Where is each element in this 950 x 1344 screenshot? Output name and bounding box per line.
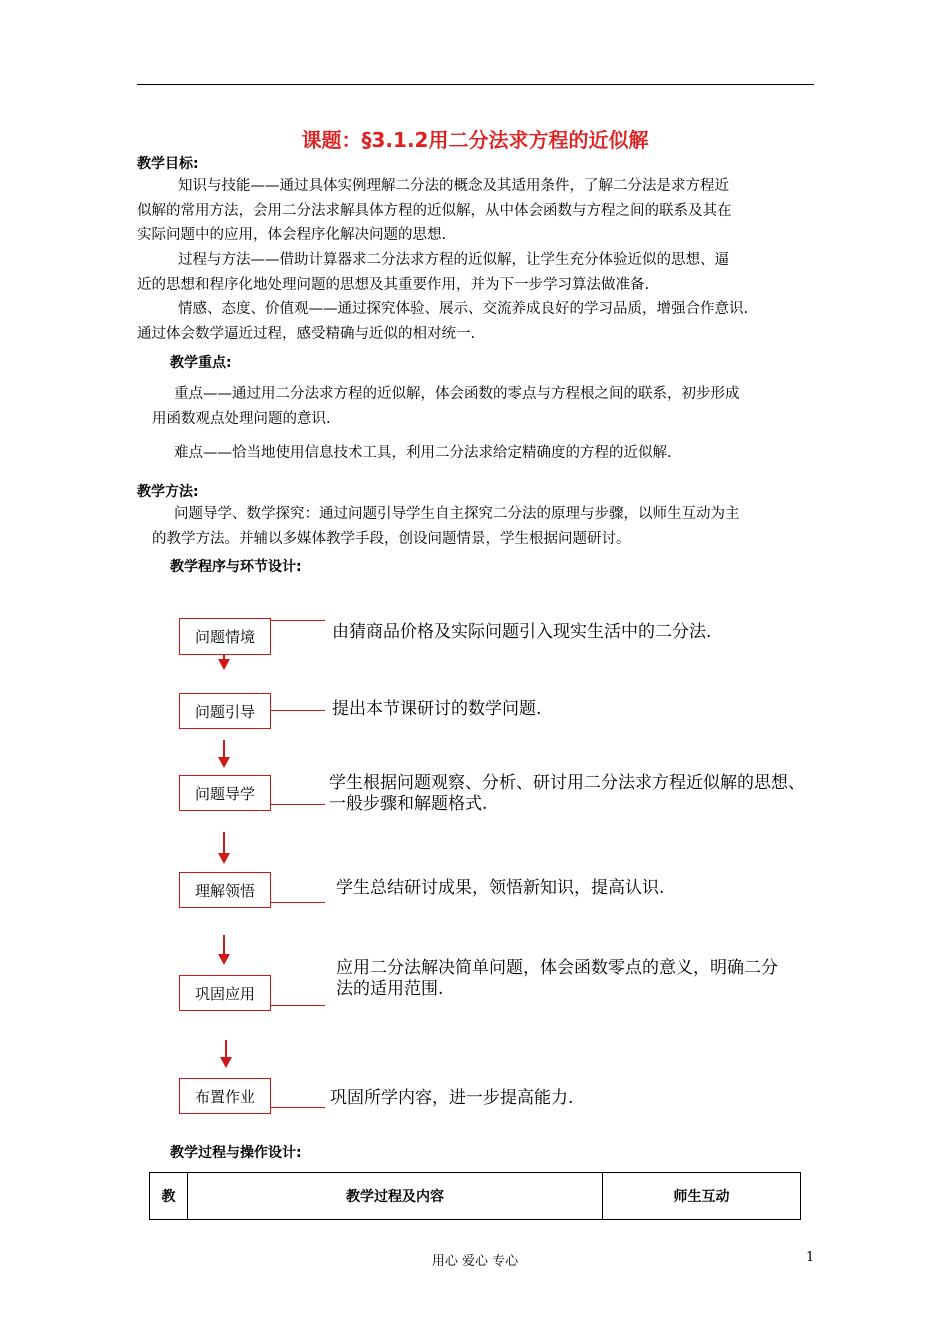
keypoint-main xyxy=(152,382,822,431)
text-line: 提出本节课研讨的数学问题. xyxy=(332,699,542,719)
text-line: 的教学方法。并辅以多媒体教学手段，创设问题情景，学生根据问题研讨。 xyxy=(152,530,631,547)
page-number: 1 xyxy=(806,1250,815,1265)
flow-box-homework: 布置作业 xyxy=(179,1078,271,1114)
text-line: 似解的常用方法，会用二分法求解具体方程的近似解，从中体会函数与方程之间的联系及其在 xyxy=(137,202,732,219)
table-header-cell: 师生互动 xyxy=(603,1173,801,1220)
text-line: 学生总结研讨成果，领悟新知识，提高认识. xyxy=(336,878,665,898)
text-line: 应用二分法解决简单问题，体会函数零点的意义，明确二分 xyxy=(336,958,778,978)
text-line: 重点——通过用二分法求方程的近似解，体会函数的零点与方程根之间的联系，初步形成 xyxy=(174,386,740,402)
flow-connector xyxy=(271,710,325,711)
keypoint-difficult xyxy=(174,441,824,466)
text-line: 一般步骤和解题格式. xyxy=(329,794,488,814)
flow-connector xyxy=(271,1005,325,1006)
flow-desc-homework xyxy=(330,1088,573,1109)
procedure-heading: 教学程序与环节设计: xyxy=(170,559,302,575)
table-row xyxy=(150,1173,801,1220)
page-title: 课题：§3.1.2用二分法求方程的近似解 xyxy=(301,128,649,152)
text-line: 用函数观点处理问题的意识. xyxy=(152,410,331,427)
keypoints-heading: 教学重点: xyxy=(170,355,232,371)
goals-heading: 教学目标: xyxy=(137,156,199,172)
flow-box-apply: 巩固应用 xyxy=(179,975,271,1011)
flow-connector xyxy=(271,804,325,805)
flow-desc-scenario xyxy=(332,622,711,643)
flow-box-scenario: 问题情境 xyxy=(179,618,271,655)
text-line: 实际问题中的应用，体会程序化解决问题的思想. xyxy=(137,227,447,243)
text-line: 巩固所学内容，进一步提高能力. xyxy=(330,1088,574,1108)
table-header-cell: 教 xyxy=(150,1173,188,1220)
text-line: 情感、态度、价值观——通过探究体验、展示、交流养成良好的学习品质，增强合作意识. xyxy=(178,301,749,317)
methods-text xyxy=(152,502,822,551)
methods-heading: 教学方法: xyxy=(137,484,199,500)
text-line: 难点——恰当地使用信息技术工具，利用二分法求给定精确度的方程的近似解. xyxy=(174,445,672,461)
goal-knowledge xyxy=(137,174,817,248)
text-line: 近的思想和程序化地处理问题的思想及其重要作用，并为下一步学习算法做准备. xyxy=(137,276,650,293)
flow-desc-guide xyxy=(332,699,541,720)
flow-box-guide: 问题引导 xyxy=(179,693,271,729)
text-line: 知识与技能——通过具体实例理解二分法的概念及其适用条件，了解二分法是求方程近 xyxy=(178,178,729,194)
process-table xyxy=(149,1172,801,1220)
process-heading: 教学过程与操作设计: xyxy=(170,1145,302,1161)
text-line: 通过体会数学逼近过程，感受精确与近似的相对统一. xyxy=(137,325,476,342)
flow-desc-inquiry xyxy=(329,773,805,815)
text-line: 问题导学、数学探究：通过问题引导学生自主探究二分法的原理与步骤，以师生互动为主 xyxy=(174,506,740,522)
flow-connector xyxy=(271,1107,325,1108)
text-line: 学生根据问题观察、分析、研讨用二分法求方程近似解的思想、 xyxy=(329,773,805,793)
flow-connector xyxy=(271,902,325,903)
text-line: 法的适用范围. xyxy=(336,979,444,999)
header-rule xyxy=(137,84,814,85)
flow-box-understand: 理解领悟 xyxy=(179,872,271,908)
text-line: 由猜商品价格及实际问题引入现实生活中的二分法. xyxy=(332,622,712,642)
goal-emotion xyxy=(137,297,817,346)
text-line: 过程与方法——借助计算器求二分法求方程的近似解，让学生充分体验近似的思想、逼 xyxy=(178,252,729,268)
flow-box-inquiry: 问题导学 xyxy=(179,775,271,811)
footer-text: 用心 爱心 专心 xyxy=(431,1254,519,1269)
flow-connector xyxy=(271,620,325,621)
flow-desc-understand xyxy=(336,878,664,899)
table-header-cell: 教学过程及内容 xyxy=(188,1173,603,1220)
goal-process xyxy=(137,248,817,297)
flow-desc-apply xyxy=(336,958,778,1000)
